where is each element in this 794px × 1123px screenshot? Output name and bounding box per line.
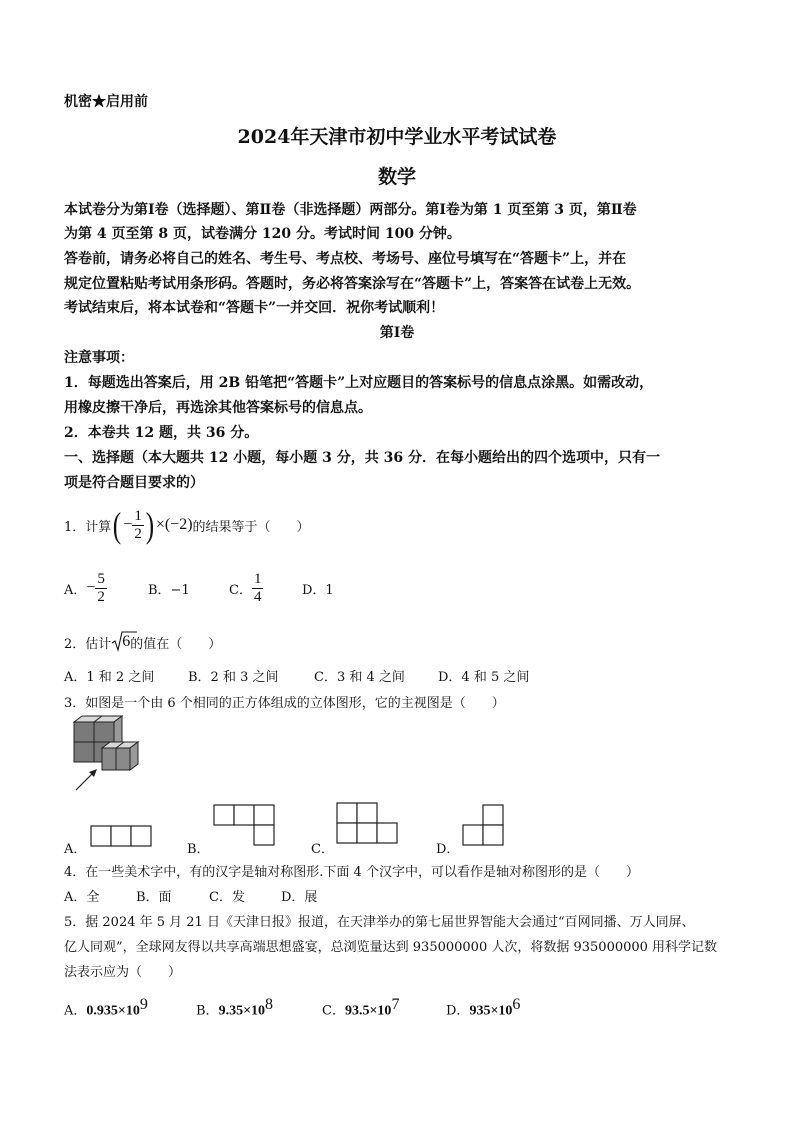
option-sign: −	[86, 579, 96, 596]
q1-option-d: D．1	[302, 583, 334, 598]
q3-option-d-figure	[461, 803, 507, 849]
left-paren: (	[113, 505, 122, 545]
q4-option-c: C．发	[209, 890, 245, 905]
q2-option-c: C．3 和 4 之间	[314, 670, 405, 685]
q1-neg2: (−2)	[164, 516, 193, 533]
q4-option-d: D．展	[281, 890, 318, 905]
q5-option-c	[322, 996, 399, 1019]
q1-fraction	[132, 508, 144, 543]
q3-option-c-label: C．	[311, 842, 334, 857]
q3-option-a-figure	[90, 824, 154, 848]
q5-option-b	[196, 996, 273, 1019]
option-exponent: 7	[391, 996, 400, 1013]
q1-suffix: 的结果等于（ ）	[192, 519, 310, 535]
question-5-line: 5．据 2024 年 5 月 21 日《天津日报》报道，在天津举办的第七届世界智能大会通过“百网同播、万人同屏、	[64, 915, 695, 930]
q3-option-c-figure	[336, 801, 400, 849]
q3-option-b-label: B．	[187, 842, 210, 857]
option-label: C．	[322, 1003, 345, 1019]
confidential-label: 机密★启用前	[64, 94, 148, 110]
part-heading: 一、选择题（本大题共 12 小题，每小题 3 分，共 36 分．在每小题给出的四个选项中，只有一	[64, 450, 660, 466]
option-fraction	[95, 571, 107, 606]
intro-line: 考试结束后，将本试卷和“答题卡”一并交回．祝你考试顺利！	[64, 300, 445, 316]
option-label: D．	[446, 1003, 470, 1019]
q2-option-d: D．4 和 5 之间	[438, 670, 530, 685]
q1-frac-num: 1	[134, 507, 142, 524]
part-heading: 项是符合题目要求的）	[64, 475, 204, 491]
cube-figure	[64, 714, 146, 794]
sqrt-expression	[111, 633, 130, 651]
notes-item: 2．本卷共 12 题，共 36 分。	[64, 425, 259, 441]
question-5-line: 法表示应为（ ）	[64, 965, 182, 980]
q1-option-c	[229, 568, 263, 608]
subject-title: 数学	[377, 166, 416, 188]
q1-times: ×	[155, 516, 165, 533]
option-label: C．	[229, 582, 252, 598]
radicand: 6	[122, 633, 131, 650]
q3-option-a-label: A．	[64, 842, 87, 857]
frac-num: 1	[253, 570, 262, 587]
intro-line: 本试卷分为第Ⅰ卷（选择题）、第Ⅱ卷（非选择题）两部分。第Ⅰ卷为第 1 页至第 3 页，第Ⅱ卷	[64, 202, 637, 218]
option-label: B．	[196, 1003, 219, 1019]
notes-item: 用橡皮擦干净后，再选涂其他答案标号的信息点。	[64, 400, 372, 416]
option-exponent: 9	[139, 996, 148, 1013]
option-value: 0.935×10	[86, 1003, 140, 1019]
q3-option-b-figure	[213, 803, 277, 849]
q1-frac-den: 2	[134, 525, 142, 542]
q3-option-d-label: D．	[436, 842, 460, 857]
intro-line: 答卷前，请务必将自己的姓名、考生号、考点校、考场号、座位号填写在“答题卡”上，并在	[64, 251, 627, 267]
option-value: 93.5×10	[344, 1003, 392, 1019]
option-exponent: 8	[265, 996, 274, 1013]
q1-prefix: 1．计算	[64, 519, 112, 535]
question-2	[64, 631, 221, 653]
section-title: 第Ⅰ卷	[379, 325, 415, 341]
q2-prefix: 2．估计	[64, 636, 112, 652]
option-label: A．	[64, 582, 87, 598]
option-value: 9.35×10	[218, 1003, 266, 1019]
intro-line: 规定位置粘贴考试用条形码。答题时，务必将答案涂写在“答题卡”上，答案答在试卷上无效。	[64, 276, 641, 292]
notes-item: 1．每题选出答案后，用 2B 铅笔把“答题卡”上对应题目的答案标号的信息点涂黑。如需改动，	[64, 375, 654, 391]
q2-option-b: B．2 和 3 之间	[188, 670, 279, 685]
question-5-line: 亿人同观”，全球网友得以共享高端思想盛宴，总浏览量达到 935000000 人次，将数据 935000000 用科学记数	[64, 940, 718, 955]
q5-option-a	[64, 996, 148, 1019]
notes-heading: 注意事项：	[64, 350, 134, 366]
q2-suffix: 的值在（ ）	[130, 636, 222, 652]
option-fraction	[252, 571, 264, 606]
intro-line: 为第 4 页至第 8 页，试卷满分 120 分。考试时间 100 分钟。	[64, 226, 461, 242]
q1-minus: −	[123, 516, 133, 533]
q1-option-a	[64, 568, 107, 608]
right-paren: )	[145, 505, 155, 545]
q4-option-b: B．面	[136, 890, 172, 905]
q1-option-b: B．−1	[148, 583, 190, 598]
frac-num: 5	[97, 570, 105, 587]
q5-option-d	[446, 996, 520, 1019]
frac-den: 4	[253, 588, 262, 605]
radical-sign-icon	[111, 631, 137, 653]
question-1	[64, 505, 310, 545]
option-value: 935×10	[469, 1003, 513, 1019]
question-4: 4．在一些美术字中，有的汉字是轴对称图形.下面 4 个汉字中，可以看作是轴对称图形的是（ ）	[64, 865, 639, 880]
q2-option-a: A．1 和 2 之间	[64, 670, 155, 685]
option-exponent: 6	[512, 996, 521, 1013]
page-title: 2024年天津市初中学业水平考试试卷	[237, 126, 557, 148]
option-label: A．	[64, 1003, 87, 1019]
question-3: 3．如图是一个由 6 个相同的正方体组成的立体图形，它的主视图是（ ）	[64, 696, 505, 711]
q4-option-a: A．全	[64, 890, 100, 905]
frac-den: 2	[97, 588, 105, 605]
